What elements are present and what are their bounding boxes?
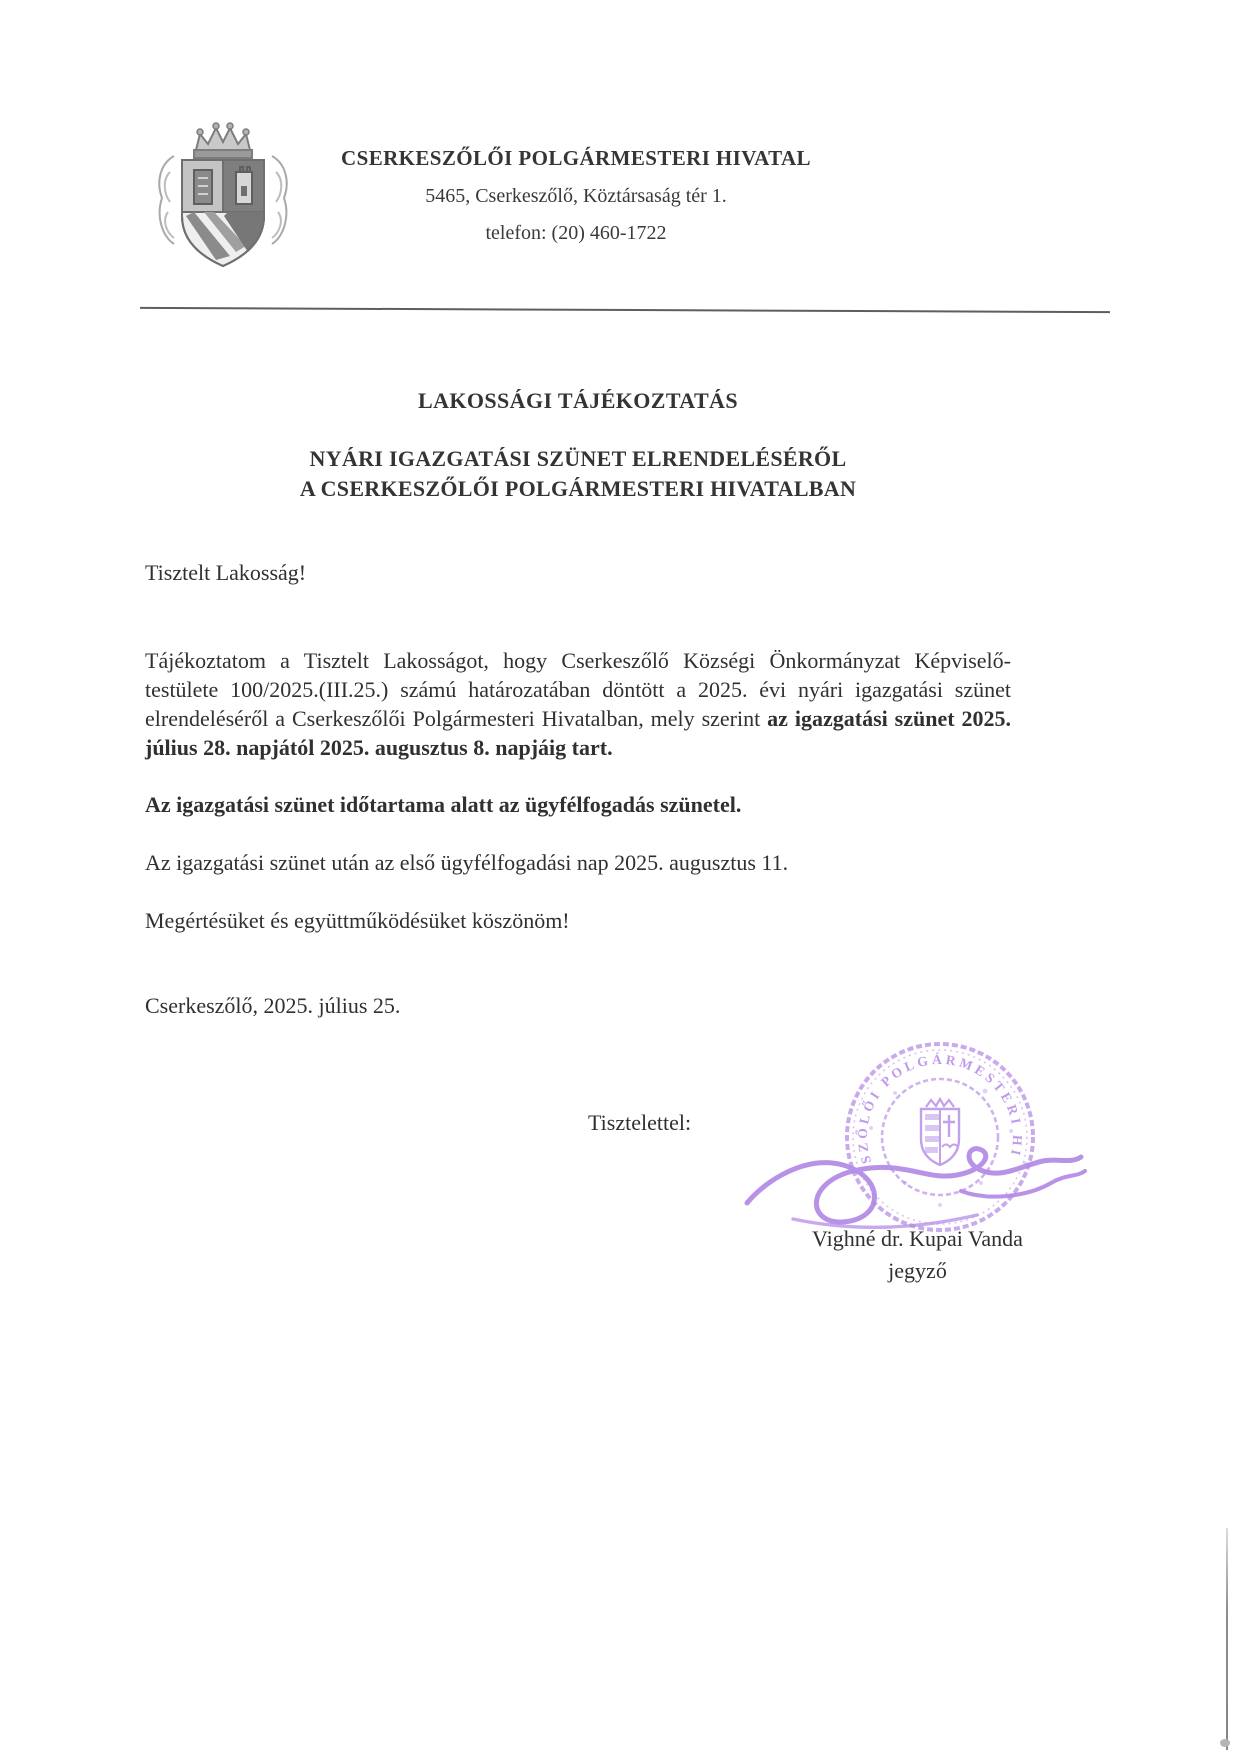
paragraph-4: Megértésüket és együttműködésüket köszönöm! bbox=[145, 908, 570, 933]
scan-artifact-line bbox=[1226, 1528, 1228, 1750]
signature-icon bbox=[747, 1149, 1085, 1228]
paragraph-1-bold: az igazgatási szünet 2025. július 28. napjától 2025. augusztus 8. napjáig tart. bbox=[145, 706, 1012, 760]
header-divider bbox=[140, 307, 1110, 313]
svg-text:SZŐLŐI POLGÁRMESTERI HI bbox=[855, 1052, 1026, 1166]
paragraph-1-normal: Tájékoztatom a Tisztelt Lakosságot, hogy Cserkeszőlő Községi Önkormányzat Képviselő-testülete 100/2025.(III.25.) számú határozatában döntött a 2025. évi nyári igazgatási szünet elrendeléséről a Cserkeszőlői Polgármesteri Hivatalban, mely szerint bbox=[145, 648, 1011, 731]
document-subtitle-line1: NYÁRI IGAZGATÁSI SZÜNET ELRENDELÉSÉRŐL bbox=[309, 446, 847, 471]
coat-of-arms-icon bbox=[152, 120, 294, 274]
document-subtitle bbox=[145, 444, 1011, 504]
signature-block bbox=[745, 1223, 1090, 1287]
official-stamp-icon bbox=[735, 1033, 1095, 1241]
salutation: Tisztelt Lakosság! bbox=[145, 560, 307, 585]
signer-name: Vighné dr. Kupai Vanda bbox=[812, 1226, 1023, 1251]
stamp-coat-of-arms-icon bbox=[921, 1099, 959, 1165]
org-name: CSERKESZŐLŐI POLGÁRMESTERI HIVATAL bbox=[341, 146, 811, 170]
scan-artifact-dot bbox=[1220, 1739, 1230, 1747]
paragraph-1 bbox=[145, 646, 1011, 762]
document-subtitle-line2: A CSERKESZŐLŐI POLGÁRMESTERI HIVATALBAN bbox=[299, 476, 857, 501]
org-phone: telefon: (20) 460-1722 bbox=[485, 222, 667, 244]
paragraph-2: Az igazgatási szünet időtartama alatt az ügyfélfogadás szünetel. bbox=[145, 792, 742, 817]
org-address: 5465, Cserkeszőlő, Köztársaság tér 1. bbox=[425, 185, 727, 207]
signer-title: jegyző bbox=[888, 1258, 947, 1283]
letterhead bbox=[298, 146, 854, 245]
dateline: Cserkeszőlő, 2025. július 25. bbox=[145, 993, 401, 1018]
paragraph-3: Az igazgatási szünet után az első ügyfélfogadási nap 2025. augusztus 11. bbox=[145, 850, 789, 875]
stamp-ring-text: SZŐLŐI POLGÁRMESTERI HI bbox=[854, 1051, 1026, 1166]
document-title: LAKOSSÁGI TÁJÉKOZTATÁS bbox=[418, 388, 738, 413]
closing-salutation: Tisztelettel: bbox=[588, 1110, 692, 1135]
stamp-speckles bbox=[869, 1089, 1027, 1207]
